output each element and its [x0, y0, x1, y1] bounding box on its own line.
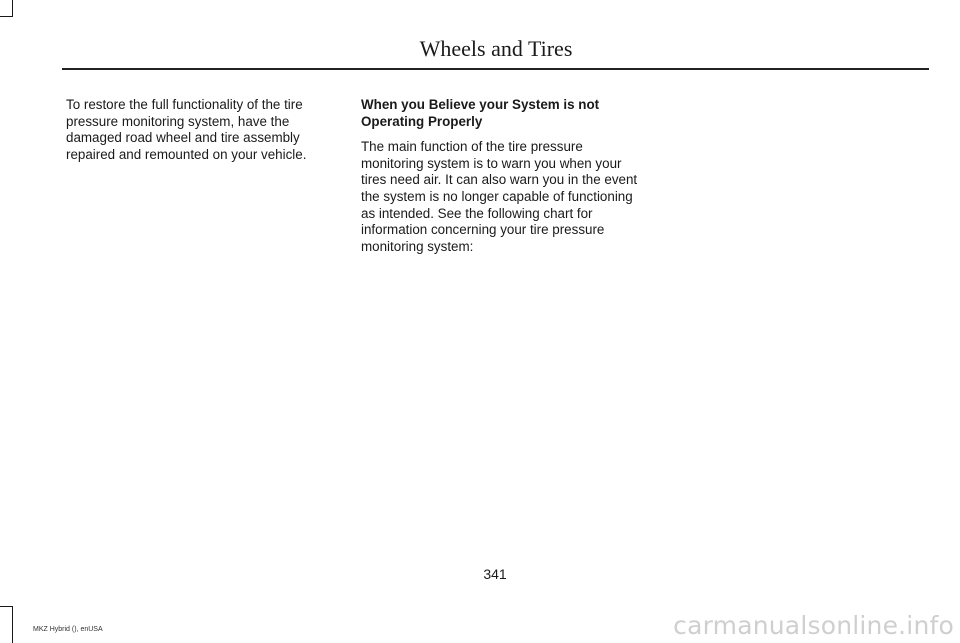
crop-mark-top-horizontal: [0, 16, 13, 17]
page-title: Wheels and Tires: [419, 36, 573, 61]
left-column: [66, 97, 336, 163]
crop-mark-bottom-horizontal: [0, 606, 13, 607]
left-paragraph: To restore the full functionality of the tire pressure monitoring system, have the damaged road wheel and tire assembly repaired and remounted on your vehicle.: [66, 97, 307, 162]
section-heading: When you Believe your System is not Operating Properly: [361, 97, 600, 129]
middle-paragraph: The main function of the tire pressure monitoring system is to warn you when your tires need air. It can also warn you in the event the system is no longer capable of functioning as intended. See the following chart for information concerning your tire pressure monitoring system:: [361, 139, 638, 254]
crop-mark-bottom-vertical: [12, 606, 13, 643]
document-code: MKZ Hybrid (), enUSA: [33, 626, 103, 633]
middle-column: [361, 97, 639, 255]
page-number: 341: [483, 566, 507, 582]
site-watermark: carmanualsonline.info: [673, 611, 954, 640]
header-divider: [62, 68, 929, 70]
crop-mark-top-vertical: [12, 0, 13, 17]
